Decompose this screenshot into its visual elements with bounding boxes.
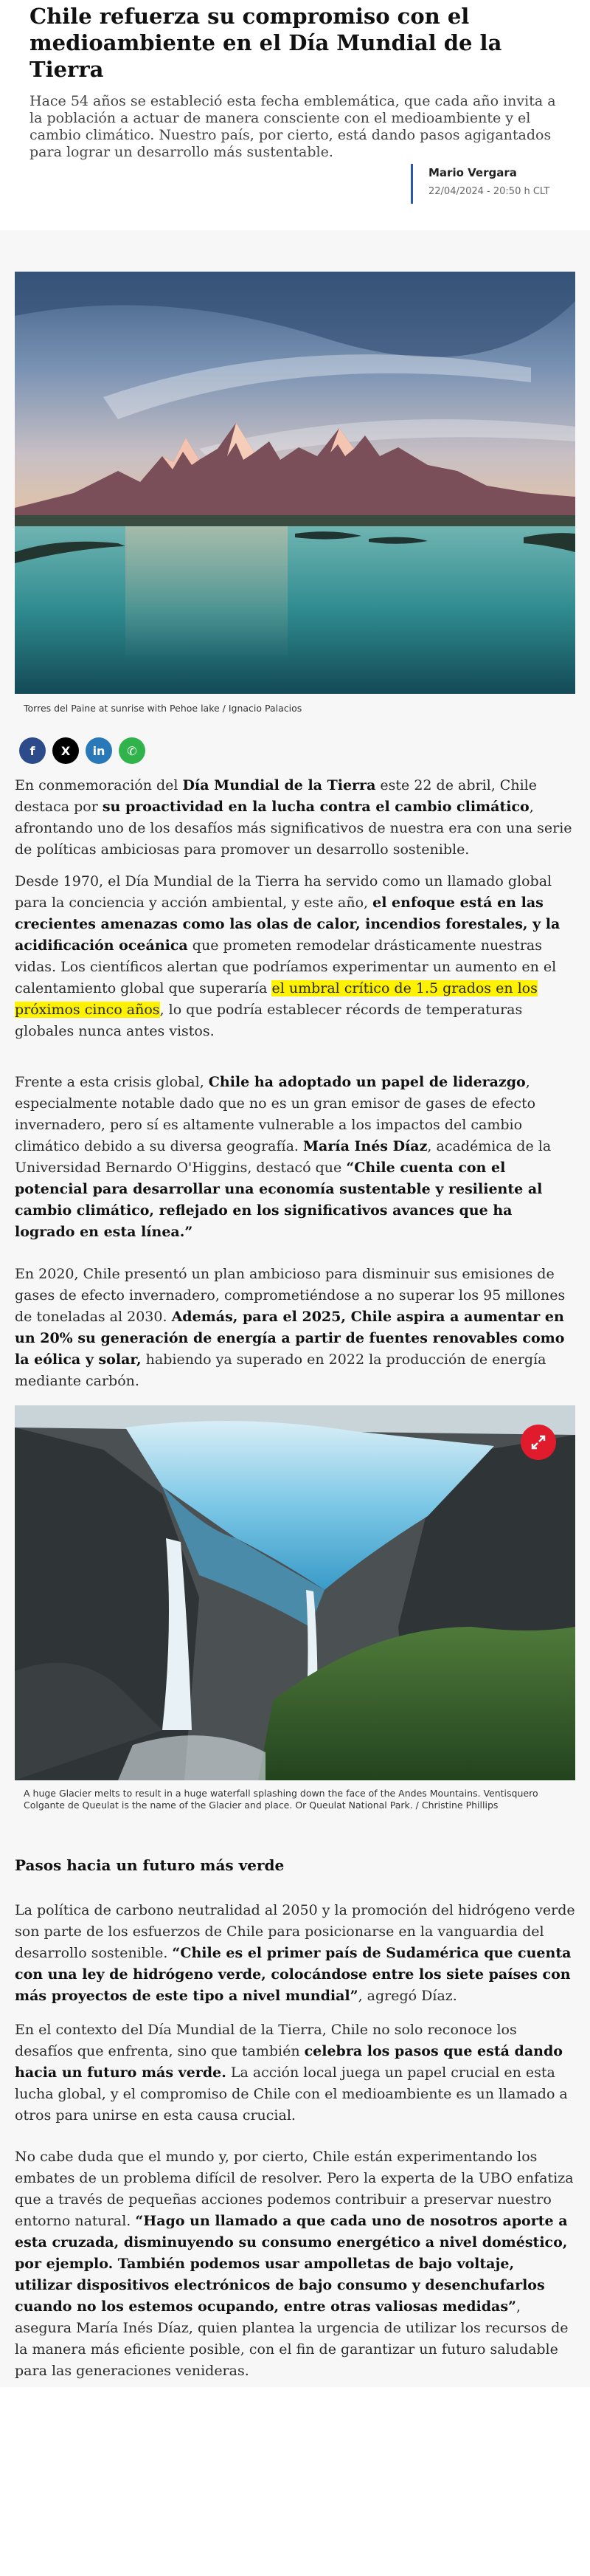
share-buttons xyxy=(19,737,145,764)
author-name[interactable]: Mario Vergara xyxy=(428,166,517,179)
article-header xyxy=(0,0,590,230)
linkedin-icon[interactable]: in xyxy=(86,737,112,764)
expand-icon xyxy=(530,1434,546,1450)
article-lede: Hace 54 años se estableció esta fecha emblemática, que cada año invita a la población a actuar de manera consciente con el medioambiente y el cambio climático. Nuestro país, por cierto, está dando pasos agigantados para lograr un desarrollo más sustentable. xyxy=(30,93,556,160)
paragraph-7: No cabe duda que el mundo y, por cierto, Chile están experimentando los embates de un problema difícil de resolver. Pero la experta de la UBO enfatiza que a través de pequeñas acciones podemos contribuir a preservar nuestro entorno natural. “Hago un llamado a que cada uno de nosotros aporte a esta cruzada, disminuyendo su consumo energético a nivel doméstico, por ejemplo. También podemos usar ampolletas de bajo voltaje, utilizar dispositivos electrónicos de bajo consumo y desenchufarlos cuando no los estemos ocupando, entre otras valiosas medidas”, asegura María Inés Díaz, quien plantea la urgencia de utilizar los recursos de la manera más eficiente posible, con el fin de garantizar un futuro saludable para las generaciones venideras. xyxy=(15,2149,574,2379)
article-body xyxy=(0,230,590,2387)
paragraph-3: Frente a esta crisis global, Chile ha adoptado un papel de liderazgo, especialmente notable dado que no es un gran emisor de gases de efecto invernadero, pero sí es altamente vulnerable a los impactos del cambio climático debido a su diversa geografía. María Inés Díaz, académica de la Universidad Bernardo O'Higgins, destacó que “Chile cuenta con el potencial para desarrollar una economía sustentable y resiliente al cambio climático, reflejado en los significativos avances que ha logrado en esta línea.” xyxy=(15,1074,552,1240)
paragraph-2: Desde 1970, el Día Mundial de la Tierra ha servido como un llamado global para la conciencia y acción ambiental, y este año, el enfoque está en las crecientes amenazas como las olas de calor, incendios forestales, y la acidificación oceánica que prometen remodelar drásticamente nuestras vidas. Los científicos alertan que podríamos experimentar un aumento en el calentamiento global que superaría el umbral crítico de 1.5 grados en los próximos cinco años, lo que podría establecer récords de temperaturas globales nunca antes vistos. xyxy=(15,873,560,1039)
article-title: Chile refuerza su compromiso con el medioambiente en el Día Mundial de la Tierra xyxy=(30,4,502,82)
glacier-image xyxy=(15,1405,575,1780)
hero-image xyxy=(15,272,575,694)
facebook-icon[interactable]: f xyxy=(19,737,46,764)
x-icon[interactable]: X xyxy=(52,737,79,764)
hero-caption: Torres del Paine at sunrise with Pehoe lake / Ignacio Palacios xyxy=(24,703,302,714)
paragraph-4: En 2020, Chile presentó un plan ambicioso para disminuir sus emisiones de gases de efecto invernadero, comprometiéndose a no superar los 95 millones de toneladas al 2030. Además, para el 2025, Chile aspira a aumentar en un 20% su generación de energía a partir de fuentes renovables como la eólica y solar, habiendo ya superado en 2022 la producción de energía mediante carbón. xyxy=(15,1266,566,1389)
expand-image-button[interactable] xyxy=(521,1425,556,1460)
whatsapp-icon[interactable]: ✆ xyxy=(119,737,145,764)
section-heading: Pasos hacia un futuro más verde xyxy=(15,1856,285,1874)
paragraph-1: En conmemoración del Día Mundial de la Tierra este 22 de abril, Chile destaca por su proactividad en la lucha contra el cambio climático, afrontando uno de los desafíos más significativos de nuestra era con una serie de políticas ambiciosas para promover un desarrollo sostenible. xyxy=(15,777,572,858)
paragraph-6: En el contexto del Día Mundial de la Tierra, Chile no solo reconoce los desafíos que enfrenta, sino que también celebra los pasos que está dando hacia un futuro más verde. La acción local juega un papel crucial en esta lucha global, y el compromiso de Chile con el medioambiente es un llamado a otros para unirse en esta causa crucial. xyxy=(15,2022,568,2124)
glacier-caption: A huge Glacier melts to result in a huge waterfall splashing down the face of the Andes Mountains. Ventisquero Colgante de Queulat is the name of the Glacier and place. Or Queulat National Park. / Christine Phillips xyxy=(24,1788,538,1811)
publish-date: 22/04/2024 - 20:50 h CLT xyxy=(428,186,550,197)
highlighted-text: el umbral crítico de 1.5 grados en los próximos cinco años xyxy=(15,980,538,1018)
paragraph-5: La política de carbono neutralidad al 2050 y la promoción del hidrógeno verde son parte de los esfuerzos de Chile para posicionarse en la vanguardia del desarrollo sostenible. “Chile es el primer país de Sudamérica que cuenta con una ley de hidrógeno verde, colocándose entre los siete países con más proyectos de este tipo a nivel mundial”, agregó Díaz. xyxy=(15,1902,575,2004)
byline xyxy=(411,164,549,204)
